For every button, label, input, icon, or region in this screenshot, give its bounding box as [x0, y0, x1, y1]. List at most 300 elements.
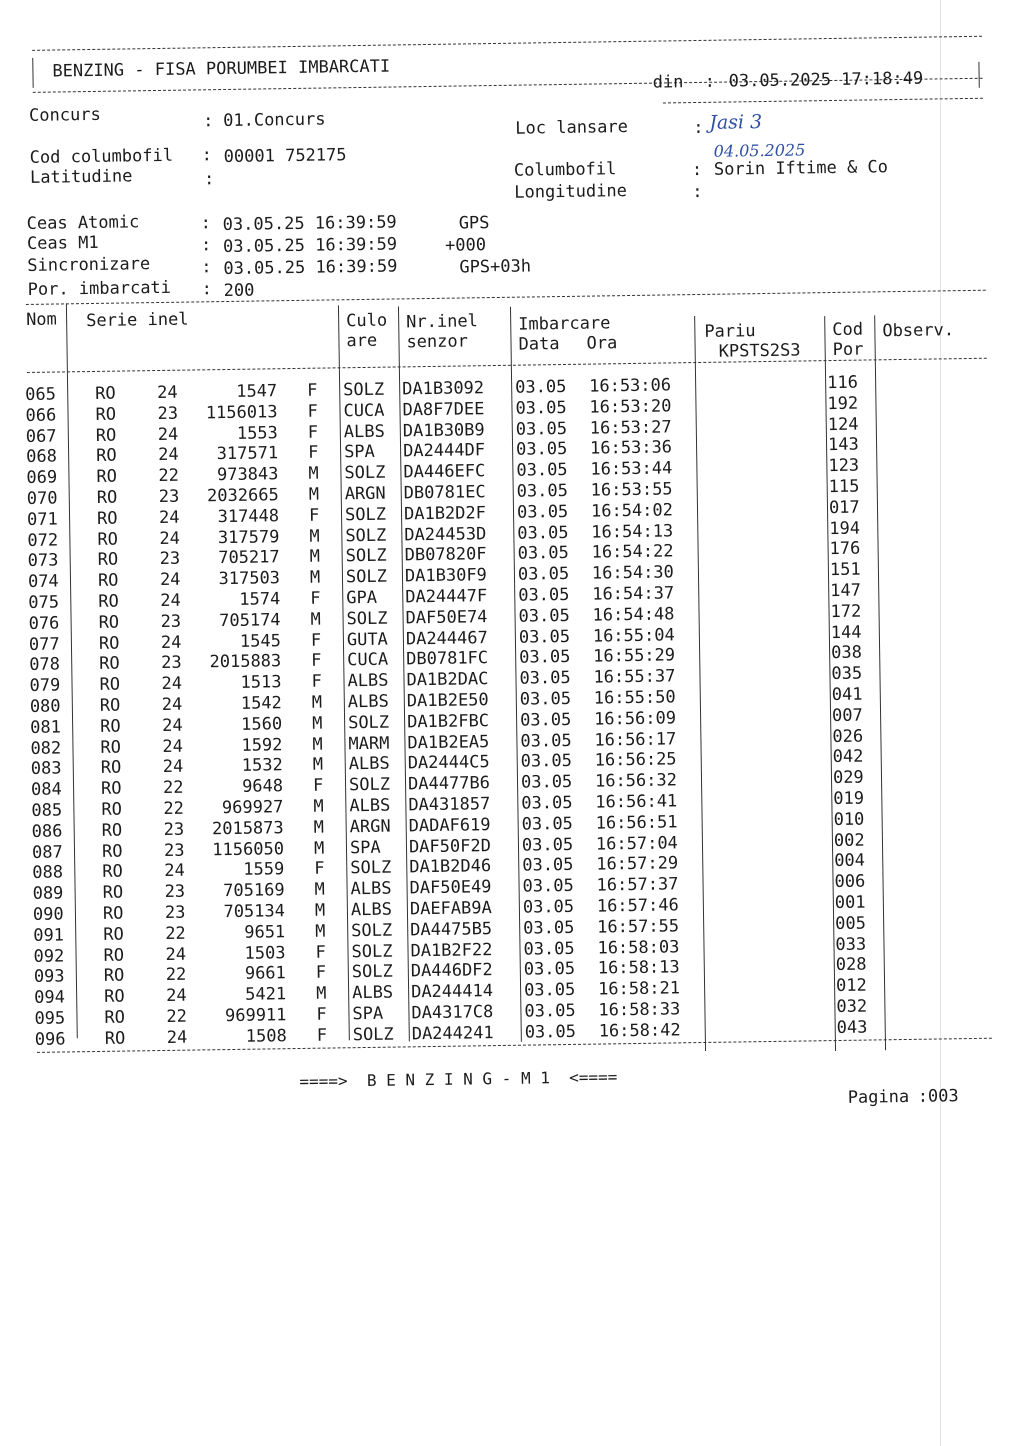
row-time: 16:56:09	[593, 708, 677, 730]
row-number: 079	[29, 675, 61, 697]
row-color: SPA	[343, 442, 375, 463]
row-country: RO	[103, 924, 124, 945]
col-header-nrinel-2: senzor	[406, 331, 469, 353]
row-color: CUCA	[347, 650, 389, 671]
row-year: 24	[158, 507, 180, 528]
title-top-rule	[32, 36, 982, 51]
row-year: 22	[165, 923, 186, 944]
row-country: RO	[100, 757, 122, 779]
row-color: SOLZ	[352, 1024, 394, 1045]
row-time: 16:55:37	[593, 666, 676, 688]
row-color: ALBS	[350, 878, 392, 900]
sincronizare-source: GPS+03h	[459, 256, 532, 278]
row-year: 24	[161, 694, 183, 715]
row-country: RO	[101, 820, 123, 841]
row-color: ALBS	[347, 670, 389, 692]
row-sex: F	[315, 942, 326, 963]
row-country: RO	[95, 383, 116, 404]
row-cod: 010	[833, 809, 865, 830]
row-sex: M	[312, 734, 323, 755]
row-time: 16:53:27	[589, 416, 672, 439]
row-cod: 194	[829, 518, 861, 539]
concurs-separator: :	[203, 111, 214, 132]
row-sex: F	[316, 1004, 327, 1025]
row-year: 22	[162, 777, 184, 799]
handwritten-date: 04.05.2025	[713, 140, 806, 161]
row-number: 071	[26, 509, 58, 530]
cod-columbofil-label: Cod columbofil	[29, 145, 174, 168]
row-year: 24	[159, 569, 181, 591]
sincronizare-label: Sincronizare	[27, 254, 151, 276]
row-number: 086	[31, 821, 63, 842]
row-date: 03.05	[523, 917, 575, 939]
row-sensor-ring: DA1B2DAC	[406, 669, 489, 691]
longitudine-separator: :	[692, 181, 703, 203]
ceas-atomic-value: 03.05.25 16:39:59	[222, 212, 397, 236]
row-time: 16:53:55	[590, 479, 673, 501]
columbofil-label: Columbofil	[513, 159, 617, 181]
col-header-observ: Observ.	[882, 320, 955, 342]
row-time: 16:54:22	[591, 541, 674, 563]
row-sensor-ring: DA1B3092	[402, 378, 485, 400]
row-date: 03.05	[523, 959, 576, 981]
row-sex: F	[307, 380, 318, 401]
row-country: RO	[95, 425, 117, 446]
row-year: 22	[158, 465, 180, 487]
row-number: 076	[28, 613, 60, 634]
row-time: 16:57:37	[596, 874, 679, 896]
row-sex: F	[307, 443, 319, 464]
row-number: 068	[26, 446, 58, 468]
row-color: SOLZ	[346, 608, 388, 630]
row-sex: M	[311, 713, 323, 734]
document-title: BENZING - FISA PORUMBEI IMBARCATI	[52, 56, 391, 82]
col-header-culoare-2: are	[346, 330, 378, 352]
row-color: SOLZ	[345, 525, 387, 546]
row-year: 23	[161, 653, 182, 674]
row-cod: 001	[834, 892, 866, 914]
row-sex: F	[316, 1025, 328, 1046]
row-number: 092	[33, 946, 65, 967]
row-color: SOLZ	[348, 774, 391, 796]
row-year: 23	[157, 403, 179, 424]
row-cod: 042	[832, 746, 864, 768]
row-sensor-ring: DA8F7DEE	[402, 398, 485, 421]
row-number: 084	[30, 779, 62, 801]
row-time: 16:53:44	[590, 458, 673, 480]
row-date: 03.05	[515, 439, 568, 461]
row-date: 03.05	[523, 980, 576, 1001]
row-sensor-ring: DA446EFC	[403, 461, 486, 483]
row-sensor-ring: DA1B30F9	[404, 565, 488, 587]
row-number: 091	[33, 925, 65, 946]
col-header-cod: Cod	[832, 319, 864, 341]
row-time: 16:53:20	[589, 396, 672, 418]
sincronizare-separator: :	[201, 257, 212, 278]
col-header-por: Por	[832, 339, 864, 361]
row-country: RO	[96, 508, 118, 529]
row-sensor-ring: DA1B2FBC	[406, 710, 490, 733]
row-sensor-ring: DA244414	[410, 981, 494, 1003]
columbofil-value: Sorin Iftime & Co	[713, 157, 889, 180]
row-year: 23	[163, 840, 185, 861]
row-color: SOLZ	[350, 858, 392, 879]
row-ring-number: 1559	[243, 859, 285, 881]
row-year: 23	[160, 611, 182, 632]
row-sex: M	[314, 900, 326, 921]
row-sex: M	[313, 796, 324, 817]
row-sex: F	[308, 505, 320, 526]
row-sex: F	[311, 651, 322, 672]
col-rule-observ	[874, 315, 886, 1050]
loc-lansare-separator: :	[693, 117, 704, 139]
row-ring-number: 1156013	[205, 402, 278, 424]
row-sensor-ring: DA1B30B9	[402, 419, 485, 441]
row-ring-number: 2032665	[206, 485, 279, 507]
row-time: 16:56:51	[595, 812, 678, 834]
row-sex: F	[312, 775, 324, 796]
row-ring-number: 2015883	[209, 651, 282, 673]
row-color: ALBS	[347, 691, 389, 713]
row-date: 03.05	[516, 501, 569, 523]
page-number: :003	[917, 1086, 959, 1107]
row-ring-number: 705169	[223, 880, 285, 902]
row-time: 16:54:02	[590, 500, 674, 522]
row-number: 087	[31, 842, 63, 863]
row-date: 03.05	[522, 876, 574, 897]
row-ring-number: 973843	[216, 464, 279, 486]
row-date: 03.05	[516, 460, 568, 481]
row-country: RO	[95, 404, 117, 425]
row-time: 16:58:42	[598, 1020, 681, 1042]
row-ring-number: 1156050	[212, 838, 285, 860]
row-cod: 033	[835, 934, 867, 955]
row-number: 083	[30, 758, 62, 780]
row-time: 16:58:03	[597, 936, 680, 959]
row-country: RO	[99, 654, 120, 675]
row-ring-number: 1592	[241, 734, 283, 756]
row-sex: M	[311, 692, 323, 713]
row-color: SOLZ	[351, 961, 393, 983]
row-date: 03.05	[517, 564, 570, 585]
row-cod: 144	[830, 622, 862, 643]
row-cod: 115	[828, 476, 860, 498]
row-year: 24	[162, 736, 184, 757]
row-ring-number: 317571	[216, 443, 279, 465]
latitudine-separator: :	[203, 169, 215, 190]
row-cod: 028	[835, 954, 867, 976]
row-time: 16:53:06	[589, 375, 672, 397]
row-date: 03.05	[524, 1000, 576, 1022]
row-sex: M	[313, 838, 325, 859]
din-separator: :	[704, 71, 716, 92]
row-time: 16:58:13	[597, 957, 680, 979]
row-sex: M	[314, 879, 326, 900]
col-header-pariu: Pariu	[704, 321, 756, 342]
col-header-serie-inel: Serie inel	[85, 309, 189, 332]
row-year: 24	[166, 985, 187, 1007]
row-cod: 035	[831, 663, 863, 685]
row-sex: M	[312, 755, 324, 776]
row-time: 16:53:36	[589, 437, 673, 460]
row-number: 073	[27, 550, 59, 572]
row-country: RO	[103, 945, 125, 966]
row-cod: 026	[832, 726, 864, 747]
row-year: 24	[161, 673, 183, 695]
row-cod: 124	[827, 414, 859, 435]
row-date: 03.05	[515, 397, 567, 419]
columbofil-separator: :	[691, 159, 703, 181]
row-year: 23	[159, 549, 181, 570]
row-number: 069	[26, 467, 58, 489]
col-rule-nom	[66, 303, 78, 1038]
col-header-culoare-1: Culo	[346, 310, 388, 332]
loc-lansare-label: Loc lansare	[515, 117, 629, 139]
row-ring-number: 705134	[223, 901, 286, 923]
row-year: 23	[158, 486, 180, 508]
row-time: 16:58:21	[597, 978, 681, 1000]
row-ring-number: 1560	[241, 714, 283, 735]
row-year: 24	[157, 382, 178, 404]
row-cod: 147	[830, 580, 862, 602]
row-sex: M	[308, 463, 319, 484]
row-country: RO	[98, 633, 120, 654]
row-cod: 032	[836, 996, 868, 1018]
col-rule-pariu	[694, 316, 706, 1051]
row-year: 24	[162, 757, 184, 778]
row-time: 16:55:29	[593, 645, 676, 667]
row-date: 03.05	[519, 647, 571, 669]
row-sensor-ring: DB0781FC	[406, 648, 489, 670]
row-cod: 004	[834, 850, 866, 872]
row-color: ARGN	[349, 816, 391, 838]
row-color: ALBS	[343, 421, 385, 442]
row-country: RO	[102, 882, 124, 904]
row-country: RO	[104, 986, 125, 1008]
row-ring-number: 5421	[245, 984, 287, 1005]
row-sensor-ring: DADAF619	[408, 814, 491, 837]
row-sensor-ring: DA2444DF	[402, 440, 486, 462]
row-date: 03.05	[522, 896, 575, 918]
row-cod: 143	[827, 435, 859, 456]
row-sex: M	[309, 567, 321, 588]
ceas-atomic-separator: :	[200, 213, 212, 234]
row-ring-number: 2015873	[211, 818, 284, 840]
row-number: 093	[33, 966, 65, 988]
ceas-atomic-label: Ceas Atomic	[26, 212, 140, 234]
row-time: 16:57:29	[596, 853, 679, 875]
row-year: 24	[166, 1027, 188, 1048]
row-sex: F	[307, 422, 319, 443]
row-color: ALBS	[348, 754, 390, 775]
row-color: GPA	[346, 587, 378, 609]
row-sensor-ring: DA1B2E50	[406, 690, 489, 712]
row-cod: 192	[827, 393, 859, 414]
row-sex: M	[316, 983, 327, 1004]
row-year: 24	[159, 528, 181, 549]
row-color: ALBS	[350, 899, 393, 921]
row-date: 03.05	[521, 813, 573, 835]
row-time: 16:57:04	[595, 832, 678, 855]
row-date: 03.05	[517, 543, 569, 565]
row-sex: M	[308, 484, 320, 505]
row-cod: 041	[831, 684, 863, 706]
row-country: RO	[104, 1007, 126, 1028]
row-number: 080	[29, 696, 61, 717]
row-number: 090	[32, 904, 64, 925]
row-country: RO	[97, 529, 119, 550]
col-header-imbarcare: Imbarcare	[518, 313, 611, 335]
row-sex: M	[315, 921, 326, 942]
row-time: 16:54:13	[591, 520, 674, 543]
row-color: SOLZ	[343, 379, 385, 401]
row-number: 088	[32, 862, 64, 884]
row-sex: M	[309, 526, 320, 547]
latitudine-label: Latitudine	[29, 166, 133, 188]
row-sex: M	[313, 817, 325, 838]
row-country: RO	[100, 716, 121, 737]
ceas-m1-offset: +000	[444, 235, 487, 256]
row-time: 16:54:37	[592, 583, 675, 605]
row-cod: 017	[828, 497, 860, 518]
row-country: RO	[97, 570, 119, 592]
row-time: 16:56:17	[594, 728, 677, 751]
row-date: 03.05	[522, 855, 574, 877]
sincronizare-value: 03.05.25 16:39:59	[223, 256, 398, 280]
row-ring-number: 317503	[218, 568, 281, 590]
handwritten-location: Jasi 3	[709, 111, 763, 134]
row-ring-number: 705174	[219, 610, 281, 631]
row-country: RO	[101, 841, 123, 862]
row-ring-number: 1503	[244, 942, 286, 964]
row-time: 16:55:50	[593, 687, 676, 709]
row-number: 096	[34, 1029, 66, 1050]
row-year: 23	[164, 881, 186, 903]
row-number: 094	[34, 987, 66, 1009]
row-cod: 038	[831, 642, 863, 664]
row-year: 24	[165, 944, 187, 965]
row-sensor-ring: DA4475B5	[410, 918, 493, 941]
row-country: RO	[102, 861, 123, 883]
row-cod: 176	[829, 539, 861, 560]
ceas-m1-value: 03.05.25 16:39:59	[222, 234, 398, 258]
row-sex: F	[314, 858, 325, 880]
page-label: Pagina	[847, 1086, 910, 1108]
por-imbarcati-label: Por. imbarcati	[27, 277, 172, 300]
row-date: 03.05	[515, 418, 568, 440]
cod-columbofil-value: 00001 752175	[223, 145, 347, 168]
row-date: 03.05	[521, 792, 573, 814]
ceas-m1-separator: :	[200, 235, 212, 256]
row-sensor-ring: DB07820F	[404, 544, 487, 566]
row-cod: 007	[831, 705, 863, 726]
row-year: 22	[165, 965, 187, 986]
row-number: 089	[32, 883, 64, 905]
row-number: 085	[31, 800, 63, 821]
row-sensor-ring: DAEFAB9A	[409, 898, 492, 920]
row-sensor-ring: DA244467	[405, 627, 488, 649]
row-year: 22	[163, 798, 185, 819]
row-number: 066	[25, 405, 57, 426]
row-sensor-ring: DA24447F	[405, 586, 488, 608]
row-year: 24	[157, 424, 179, 445]
row-sensor-ring: DA4317C8	[411, 1002, 494, 1024]
row-number: 077	[28, 634, 60, 655]
row-sex: M	[310, 609, 321, 630]
row-sensor-ring: DA1B2EA5	[407, 731, 490, 753]
row-date: 03.05	[516, 480, 569, 502]
row-time: 16:56:32	[594, 770, 678, 792]
row-country: RO	[104, 1028, 126, 1049]
concurs-label: Concurs	[28, 104, 101, 126]
row-time: 16:54:48	[592, 604, 675, 626]
row-country: RO	[97, 550, 119, 571]
row-time: 16:56:25	[594, 749, 677, 771]
row-number: 082	[30, 738, 62, 759]
row-date: 03.05	[519, 688, 572, 710]
row-date: 03.05	[519, 668, 571, 689]
row-year: 24	[164, 861, 185, 882]
row-cod: 151	[829, 559, 861, 581]
row-date: 03.05	[517, 522, 569, 544]
din-right-bar	[978, 62, 979, 88]
row-cod: 005	[835, 913, 867, 934]
row-sex: M	[309, 547, 321, 568]
row-color: SOLZ	[344, 462, 386, 484]
row-color: SOLZ	[347, 712, 390, 734]
row-color: SOLZ	[345, 546, 387, 567]
por-separator: :	[201, 279, 213, 300]
row-ring-number: 1508	[245, 1025, 287, 1047]
row-sensor-ring: DA2444C5	[407, 752, 490, 774]
row-date: 03.05	[520, 730, 572, 752]
row-date: 03.05	[520, 751, 573, 773]
col-header-nrinel-1: Nr.inel	[406, 311, 478, 333]
row-ring-number: 969911	[224, 1005, 287, 1027]
row-ring-number: 1513	[240, 672, 282, 694]
row-sensor-ring: DA446DF2	[410, 960, 493, 982]
row-cod: 012	[835, 975, 867, 997]
row-year: 23	[164, 902, 186, 923]
row-number: 072	[27, 530, 59, 551]
row-date: 03.05	[521, 834, 574, 856]
row-country: RO	[100, 778, 122, 800]
row-number: 081	[30, 717, 62, 738]
row-color: ALBS	[349, 795, 391, 817]
row-ring-number: 1532	[241, 755, 283, 777]
row-cod: 116	[827, 372, 859, 394]
row-date: 03.05	[518, 626, 571, 648]
row-ring-number: 317579	[217, 526, 280, 548]
row-country: RO	[96, 487, 118, 508]
row-country: RO	[99, 695, 121, 716]
cod-separator: :	[201, 145, 213, 166]
row-country: RO	[101, 799, 123, 820]
row-color: CUCA	[343, 400, 385, 422]
row-sex: F	[310, 630, 322, 651]
row-sensor-ring: DA1B2F22	[410, 939, 493, 961]
row-sex: F	[310, 588, 321, 609]
row-number: 078	[29, 654, 61, 676]
row-date: 03.05	[520, 772, 573, 793]
por-imbarcati-value: 200	[223, 280, 255, 302]
din-bottom-rule	[663, 98, 983, 104]
row-number: 074	[27, 571, 59, 593]
col-header-ora: Ora	[586, 333, 618, 354]
row-sensor-ring: DA1B2D46	[409, 856, 492, 878]
row-color: SOLZ	[344, 504, 387, 526]
din-label: din	[652, 72, 684, 93]
